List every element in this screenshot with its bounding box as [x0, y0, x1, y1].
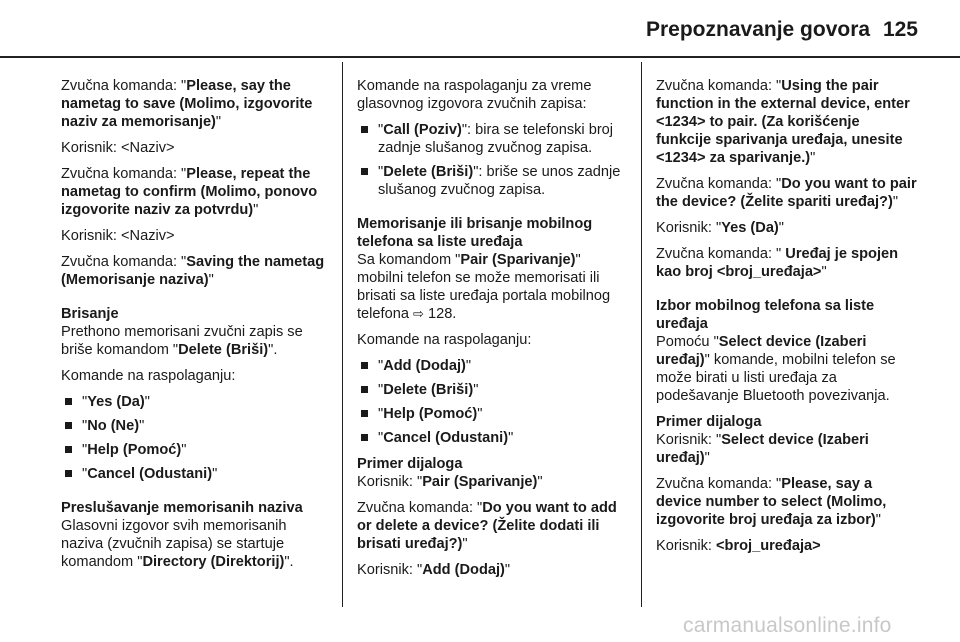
list-item: "Cancel (Odustani)" [361, 429, 629, 447]
command-list [357, 121, 629, 199]
section-heading: Memorisanje ili brisanje mobilnog telefona sa liste uređaja [357, 216, 593, 250]
page-number: 125 [882, 18, 918, 41]
column-3 [656, 77, 918, 563]
section-heading: Izbor mobilnog telefona sa liste uređaja [656, 298, 875, 332]
section-heading: Primer dijaloga [656, 414, 762, 430]
list-item: "Yes (Da)" [65, 393, 329, 411]
watermark: carmanualsonline.info [683, 614, 892, 637]
commands-intro: Komande na raspolaganju: [357, 332, 532, 348]
dialog-line: Korisnik: <Naziv> [61, 228, 175, 244]
page-title: Prepoznavanje govora [646, 18, 871, 41]
commands-intro: Komande na raspolaganju za vreme glasovnog izgovora zvučnih zapisa: [357, 78, 592, 112]
section-body: Sa komandom "Pair (Sparivanje)" mobilni telefon se može memorisati ili brisati sa liste uređaja portala mobilnog telefona ⇨ 128. [357, 252, 611, 322]
dialog-line: Korisnik: "Add (Dodaj)" [357, 562, 511, 578]
dialog-line: Korisnik: <Naziv> [61, 140, 175, 156]
column-2 [357, 77, 629, 587]
list-item: "Delete (Briši)" [361, 381, 629, 399]
dialog-line: Zvučna komanda: "Please, repeat the nametag to confirm (Molimo, ponovo izgovorite naziv za potvrdu)" [61, 166, 318, 218]
header-divider [0, 56, 960, 58]
list-item: "Add (Dodaj)" [361, 357, 629, 375]
dialog-line: Zvučna komanda: "Please, say the nametag to save (Molimo, izgovorite naziv za memorisanje)" [61, 78, 313, 130]
section-heading: Primer dijaloga [357, 456, 463, 472]
list-item: "Delete (Briši)": briše se unos zadnje slušanog zvučnog zapisa. [361, 163, 629, 199]
commands-intro: Komande na raspolaganju: [61, 368, 236, 384]
list-item: "Cancel (Odustani)" [65, 465, 329, 483]
dialog-line: Korisnik: "Select device (Izaberi uređaj)" [656, 432, 869, 466]
dialog-line: Zvučna komanda: " Uređaj je spojen kao broj <broj_uređaja>" [656, 246, 899, 280]
section-body: Glasovni izgovor svih memorisanih naziva (zvučnih zapisa) se startuje komandom "Directory (Direktorij)". [61, 518, 294, 570]
dialog-line: Zvučna komanda: "Saving the nametag (Memorisanje naziva)" [61, 254, 325, 288]
dialog-line: Korisnik: <broj_uređaja> [656, 538, 821, 554]
dialog-line: Korisnik: "Yes (Da)" [656, 220, 784, 236]
dialog-line: Zvučna komanda: "Using the pair function in the external device, enter <1234> to pair. (Za korišćenje funkcije sparivanja uređaja, unesite <1234> za sparivanje.)" [656, 78, 910, 166]
dialog-line: Zvučna komanda: "Do you want to pair the device? (Želite spariti uređaj?)" [656, 176, 917, 210]
dialog-line: Zvučna komanda: "Do you want to add or delete a device? (Želite dodati ili brisati uređaj?)" [357, 500, 617, 552]
column-divider-2 [641, 62, 642, 607]
dialog-line: Korisnik: "Pair (Sparivanje)" [357, 474, 543, 490]
column-1 [61, 77, 329, 579]
list-item: "Help (Pomoć)" [65, 441, 329, 459]
section-heading: Brisanje [61, 306, 119, 322]
section-heading: Preslušavanje memorisanih naziva [61, 500, 303, 516]
command-list [61, 393, 329, 483]
list-item: "Call (Poziv)": bira se telefonski broj zadnje slušanog zvučnog zapisa. [361, 121, 629, 157]
page-reference-icon: ⇨ [413, 306, 424, 321]
column-divider-1 [342, 62, 343, 607]
command-list [357, 357, 629, 447]
section-body: Pomoću "Select device (Izaberi uređaj)" komande, mobilni telefon se može birati u listi uređaja za podešavanje Bluetooth povezivanja. [656, 334, 896, 404]
section-body: Prethono memorisani zvučni zapis se briše komandom "Delete (Briši)". [61, 324, 303, 358]
list-item: "Help (Pomoć)" [361, 405, 629, 423]
dialog-line: Zvučna komanda: "Please, say a device number to select (Molimo, izgovorite broj uređaja za izbor)" [656, 476, 887, 528]
list-item: "No (Ne)" [65, 417, 329, 435]
